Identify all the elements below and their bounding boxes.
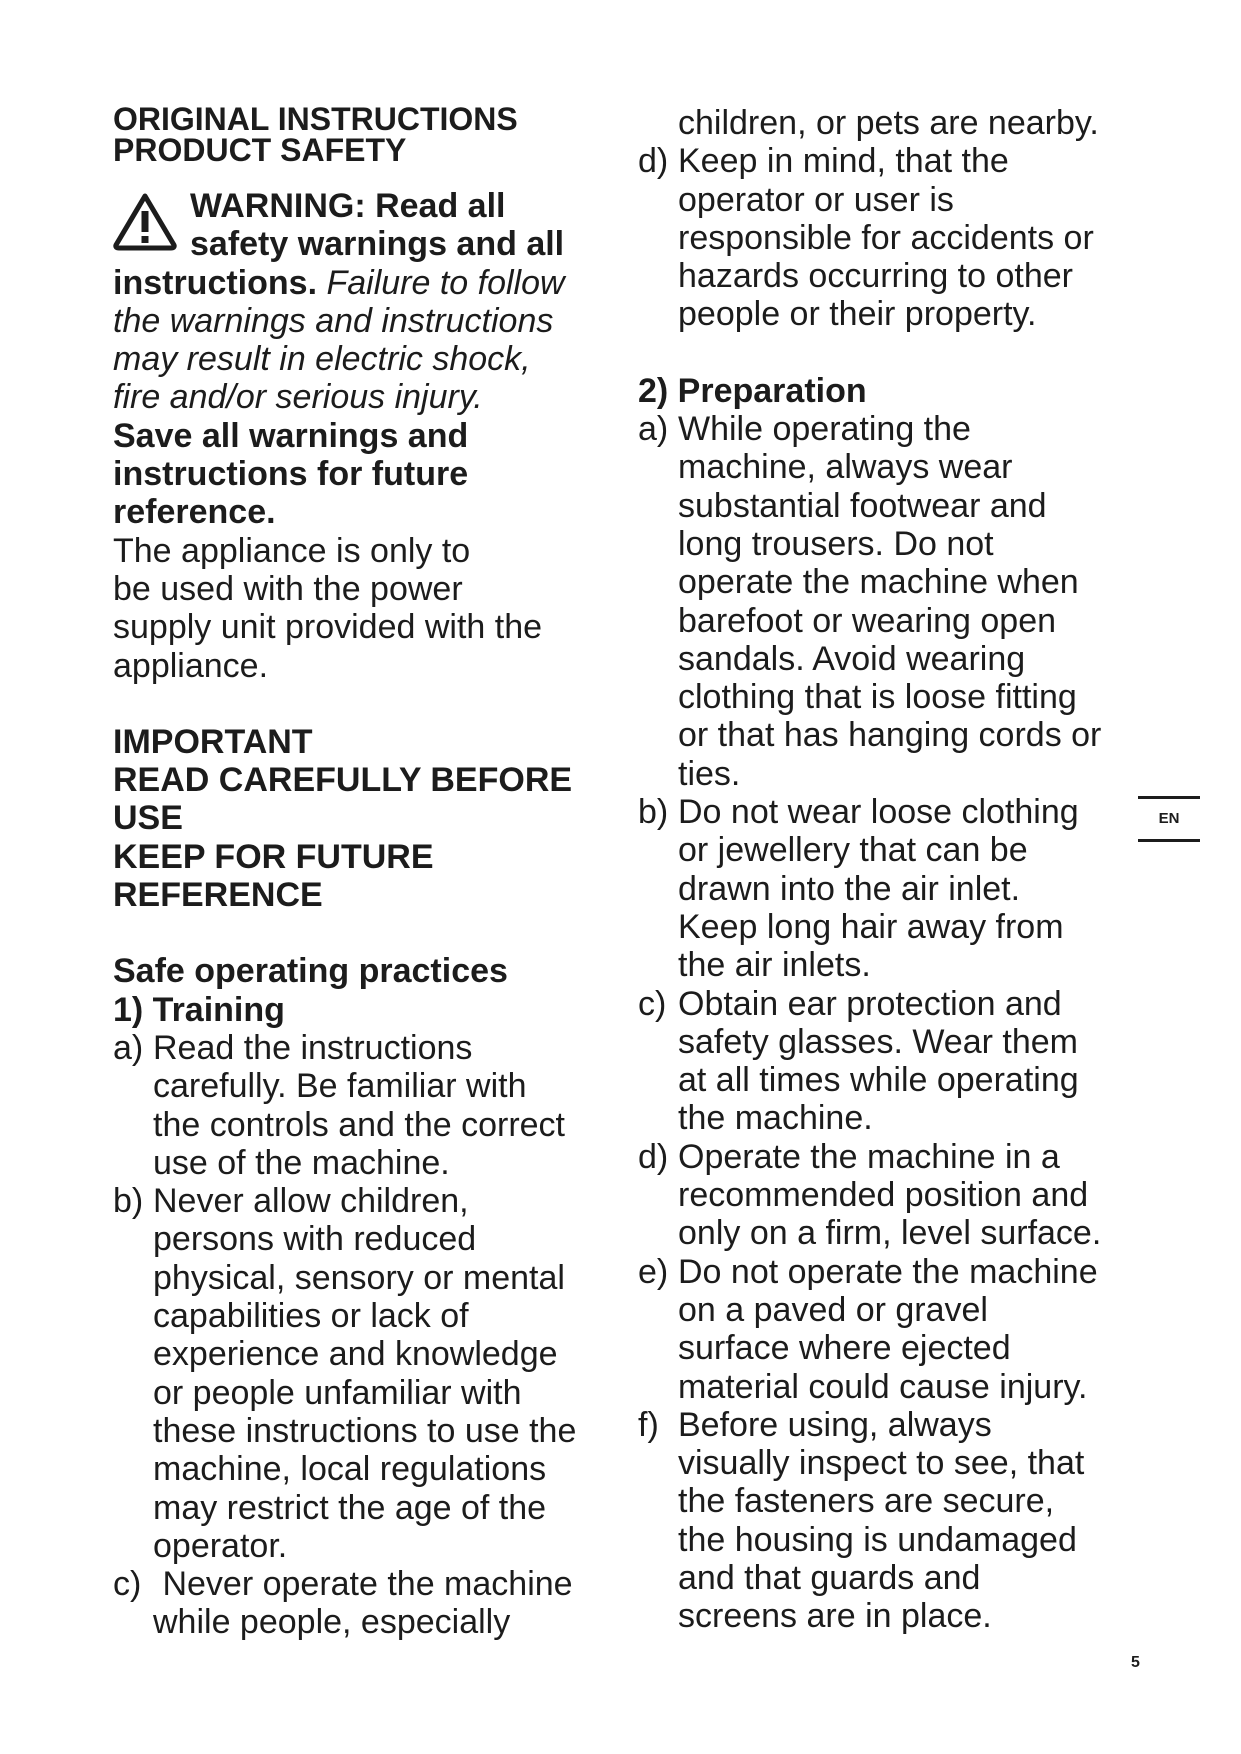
training-item-b xyxy=(113,1182,623,1565)
important-line: READ CAREFULLY BEFORE xyxy=(113,761,573,800)
safe-practices-title: Safe operating practices xyxy=(113,952,508,991)
list-item-line: material could cause injury. xyxy=(678,1367,1088,1406)
list-item-line: may restrict the age of the xyxy=(153,1488,547,1527)
list-item-line: on a paved or gravel xyxy=(678,1290,988,1329)
appliance-line: The appliance is only to xyxy=(113,531,471,570)
list-item-line: responsible for accidents or xyxy=(678,218,1094,257)
list-item-line: Do not operate the machine xyxy=(678,1252,1098,1291)
save-warnings-line: Save all warnings and xyxy=(113,416,469,455)
list-item-line: Never operate the machine xyxy=(153,1565,573,1604)
list-item-line: the controls and the correct xyxy=(153,1105,566,1144)
training-item-d xyxy=(638,142,1138,333)
list-item-line: or jewellery that can be xyxy=(678,831,1028,870)
list-item-line: While operating the xyxy=(678,410,971,449)
list-item-line: operate the machine when xyxy=(678,563,1079,602)
warning-instructions-bold: instructions. xyxy=(113,263,318,302)
list-item-line: visually inspect to see, that xyxy=(678,1444,1085,1483)
list-item-line: experience and knowledge xyxy=(153,1335,558,1374)
list-item-line: barefoot or wearing open xyxy=(678,601,1057,640)
list-item-line: operator or user is xyxy=(678,180,954,219)
list-item-line: at all times while operating xyxy=(678,1061,1079,1100)
list-item-line: use of the machine. xyxy=(153,1143,450,1182)
preparation-item-a xyxy=(638,410,1138,793)
list-item-line: Never allow children, xyxy=(153,1182,469,1221)
list-item-line: screens are in place. xyxy=(678,1597,992,1636)
right-column xyxy=(638,104,1138,1636)
warning-italic-line: may result in electric shock, xyxy=(113,340,531,379)
save-warnings-line: instructions for future xyxy=(113,455,469,494)
appliance-line: supply unit provided with the xyxy=(113,608,543,647)
list-item-line: drawn into the air inlet. xyxy=(678,869,1021,908)
list-item-line: Operate the machine in a xyxy=(678,1137,1060,1176)
list-item-line: safety glasses. Wear them xyxy=(678,1022,1078,1061)
list-item-line: Do not wear loose clothing xyxy=(678,793,1079,832)
important-line: USE xyxy=(113,799,183,838)
list-item-line: physical, sensory or mental xyxy=(153,1258,565,1297)
list-marker: a) xyxy=(113,1028,144,1067)
list-item-line: children, or pets are nearby. xyxy=(678,104,1099,142)
list-marker: d) xyxy=(638,142,669,181)
important-block xyxy=(113,723,623,914)
list-item-line: long trousers. Do not xyxy=(678,524,994,563)
preparation-title: 2) Preparation xyxy=(638,371,867,410)
important-line: KEEP FOR FUTURE xyxy=(113,837,434,876)
list-item-line: the housing is undamaged xyxy=(678,1520,1077,1559)
warning-failure-italic: Failure to follow xyxy=(317,263,565,302)
list-item-line: or people unfamiliar with xyxy=(153,1373,522,1412)
heading-product-safety: PRODUCT SAFETY xyxy=(113,132,407,168)
list-item-line: persons with reduced xyxy=(153,1220,477,1259)
training-item-c xyxy=(113,1565,623,1642)
list-item-line: the fasteners are secure, xyxy=(678,1482,1055,1521)
appliance-line: appliance. xyxy=(113,646,269,685)
warning-line-1: WARNING: Read all xyxy=(190,187,506,225)
preparation-item-d xyxy=(638,1138,1138,1253)
list-item-line: carefully. Be familiar with xyxy=(153,1067,527,1106)
list-item-line: these instructions to use the xyxy=(153,1411,577,1450)
heading-original-instructions: ORIGINAL INSTRUCTIONS xyxy=(113,101,518,137)
list-item-line: operator. xyxy=(153,1526,288,1565)
warning-triangle-icon xyxy=(113,193,177,251)
appliance-line: be used with the power xyxy=(113,569,463,608)
list-marker: a) xyxy=(638,410,669,449)
list-item-line: clothing that is loose fitting xyxy=(678,678,1077,717)
warning-line-2: safety warnings and all xyxy=(190,225,565,264)
list-marker: b) xyxy=(113,1182,144,1221)
warning-line-3 xyxy=(113,264,623,302)
warning-block xyxy=(113,187,623,685)
list-marker: b) xyxy=(638,793,669,832)
list-item-line: machine, always wear xyxy=(678,448,1013,487)
preparation-item-f xyxy=(638,1406,1138,1636)
list-item-line: capabilities or lack of xyxy=(153,1297,469,1336)
list-item-line: Keep in mind, that the xyxy=(678,142,1009,181)
important-line: REFERENCE xyxy=(113,876,323,915)
training-item-a xyxy=(113,1029,623,1182)
list-item-line: Before using, always xyxy=(678,1405,992,1444)
list-item-line: Obtain ear protection and xyxy=(678,984,1062,1023)
list-item-line: while people, especially xyxy=(153,1603,511,1642)
list-item-line: substantial footwear and xyxy=(678,486,1047,525)
list-item-line: people or their property. xyxy=(678,295,1037,334)
preparation-item-b xyxy=(638,793,1138,984)
list-item-line: hazards occurring to other xyxy=(678,257,1073,296)
list-marker: c) xyxy=(113,1565,142,1604)
list-item-line: ties. xyxy=(678,754,741,793)
list-marker: d) xyxy=(638,1137,669,1176)
training-title: 1) Training xyxy=(113,990,285,1029)
list-item-line: and that guards and xyxy=(678,1558,981,1597)
preparation-item-e xyxy=(638,1253,1138,1406)
important-line: IMPORTANT xyxy=(113,722,313,761)
save-warnings-line: reference. xyxy=(113,493,276,532)
warning-italic-line: the warnings and instructions xyxy=(113,301,554,340)
list-item-line: Keep long hair away from xyxy=(678,907,1064,946)
language-tab: EN xyxy=(1138,796,1200,842)
list-item-line: the air inlets. xyxy=(678,946,871,985)
page-number: 5 xyxy=(1131,1654,1140,1671)
list-item-line: the machine. xyxy=(678,1099,873,1138)
left-column xyxy=(113,101,623,1642)
list-item-line: machine, local regulations xyxy=(153,1450,547,1489)
list-item-line: surface where ejected xyxy=(678,1329,1011,1368)
preparation-item-c xyxy=(638,985,1138,1138)
warning-italic-line: fire and/or serious injury. xyxy=(113,378,483,417)
list-item-line: recommended position and xyxy=(678,1176,1089,1215)
list-marker: f) xyxy=(638,1405,659,1444)
list-item-line: or that has hanging cords or xyxy=(678,716,1102,755)
list-item-line: sandals. Avoid wearing xyxy=(678,639,1026,678)
list-item-line: Read the instructions xyxy=(153,1028,473,1067)
list-marker: c) xyxy=(638,984,667,1023)
list-item-line: only on a firm, level surface. xyxy=(678,1214,1102,1253)
list-marker: e) xyxy=(638,1252,669,1291)
